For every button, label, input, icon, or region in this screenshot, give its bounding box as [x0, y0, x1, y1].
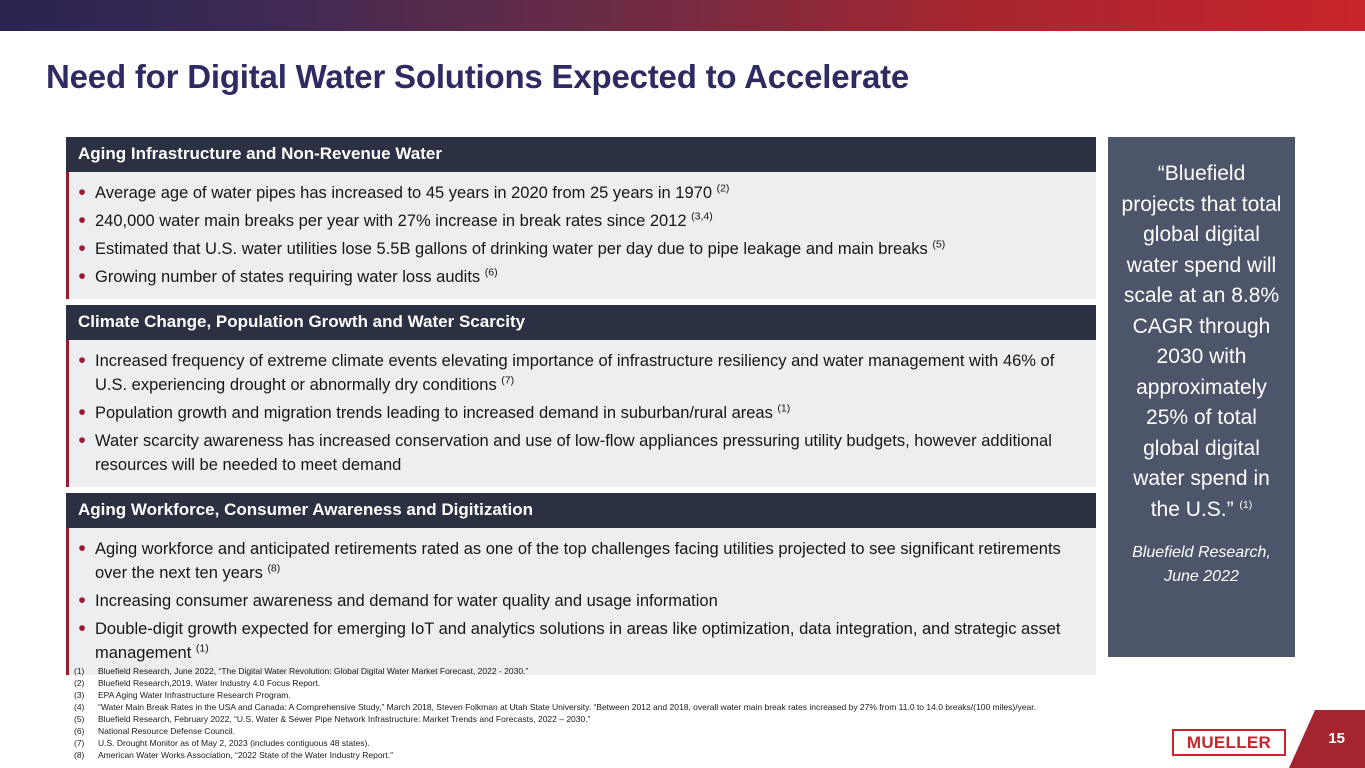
- panel-header: Aging Infrastructure and Non-Revenue Water: [66, 137, 1096, 172]
- footnote-text: Bluefield Research, June 2022, “The Digital Water Revolution: Global Digital Water Market Forecast, 2022 - 2030.”: [98, 666, 529, 676]
- footnote-row: [74, 749, 1274, 761]
- footnote-text: U.S. Drought Monitor as of May 2, 2023 (includes contiguous 48 states).: [98, 738, 370, 748]
- page-number: 15: [1328, 730, 1345, 747]
- list-item-text: [95, 349, 1086, 397]
- list-item-text: [95, 429, 1086, 477]
- footnote-ref: (2): [716, 182, 730, 195]
- panel-body: [66, 528, 1096, 675]
- footnotes: [74, 665, 1274, 761]
- list-item-label: Growing number of states requiring water loss audits: [95, 268, 485, 286]
- list-item-label: Increasing consumer awareness and demand for water quality and usage information: [95, 592, 718, 610]
- panel-header: Aging Workforce, Consumer Awareness and Digitization: [66, 493, 1096, 528]
- list-item: [69, 429, 1086, 477]
- footnote-row: [74, 713, 1274, 725]
- quote-attribution: Bluefield Research, June 2022: [1132, 544, 1271, 585]
- footnote-number: (8): [74, 750, 85, 760]
- panel-aging-infrastructure: [66, 137, 1096, 299]
- footnote-ref: (5): [932, 238, 946, 251]
- panel-body: [66, 172, 1096, 299]
- footnote-text: American Water Works Association, “2022 State of the Water Industry Report.”: [98, 750, 393, 760]
- footnote-text: Bluefield Research,2019, Water Industry 4.0 Focus Report.: [98, 678, 321, 688]
- list-item: [69, 237, 1086, 261]
- footnote-text: National Resource Defense Council.: [98, 726, 236, 736]
- list-item-text: [95, 237, 1086, 261]
- bullet-dot-icon: •: [78, 237, 86, 260]
- list-item: [69, 537, 1086, 585]
- quote-text: [1120, 159, 1283, 525]
- list-item-text: [95, 401, 1086, 425]
- footnote-number: (4): [74, 702, 85, 712]
- list-item-text: [95, 181, 1086, 205]
- list-item-text: [95, 589, 1086, 613]
- list-item-text: [95, 265, 1086, 289]
- footnote-row: [74, 665, 1274, 677]
- footnote-ref: (8): [267, 562, 281, 575]
- footnote-ref: (6): [484, 266, 498, 279]
- bullet-dot-icon: •: [78, 429, 86, 452]
- list-item-label: Average age of water pipes has increased to 45 years in 2020 from 25 years in 1970: [95, 184, 717, 202]
- list-item: [69, 401, 1086, 425]
- bullet-dot-icon: •: [78, 265, 86, 288]
- list-item: [69, 349, 1086, 397]
- footnote-number: (7): [74, 738, 85, 748]
- footnote-number: (5): [74, 714, 85, 724]
- footnote-text: Bluefield Research, February 2022, “U.S. Water & Sewer Pipe Network Infrastructure: Market Trends and Forecasts, 2022 – 2030.”: [98, 714, 591, 724]
- bullet-dot-icon: •: [78, 617, 86, 640]
- list-item: [69, 589, 1086, 613]
- list-item-label: Water scarcity awareness has increased conservation and use of low-flow appliances pressuring utility budgets, however additional resources will be needed to meet demand: [95, 432, 1052, 474]
- footnote-row: [74, 677, 1274, 689]
- list-item-label: Population growth and migration trends leading to increased demand in suburban/rural areas: [95, 404, 778, 422]
- footnote-row: [74, 737, 1274, 749]
- bullet-dot-icon: •: [78, 589, 86, 612]
- footnote-ref: (1): [1239, 498, 1253, 511]
- panel-header: Climate Change, Population Growth and Water Scarcity: [66, 305, 1096, 340]
- footnote-text: EPA Aging Water Infrastructure Research Program.: [98, 690, 291, 700]
- footnote-row: [74, 725, 1274, 737]
- bullet-dot-icon: •: [78, 209, 86, 232]
- corner-decoration: [1289, 710, 1365, 768]
- mueller-logo-text: MUELLER: [1186, 732, 1272, 752]
- list-item-text: [95, 209, 1086, 233]
- footnote-number: (3): [74, 690, 85, 700]
- list-item: [69, 209, 1086, 233]
- footnote-row: [74, 689, 1274, 701]
- footnote-ref: (1): [195, 642, 209, 655]
- panels-container: [66, 137, 1096, 681]
- footnote-ref: (7): [501, 374, 515, 387]
- list-item: [69, 181, 1086, 205]
- page-title: Need for Digital Water Solutions Expected to Accelerate: [46, 58, 910, 95]
- list-item-label: Double-digit growth expected for emerging IoT and analytics solutions in areas like optimization, data integration, and strategic asset management: [95, 620, 1061, 662]
- list-item-label: Estimated that U.S. water utilities lose 5.5B gallons of drinking water per day due to pipe leakage and main breaks: [95, 240, 933, 258]
- quote-callout: [1108, 137, 1295, 657]
- mueller-logo: [1172, 729, 1286, 756]
- quote-body: “Bluefield projects that total global digital water spend will scale at an 8.8% CAGR through 2030 with approximately 25% of total global digital water spend in the U.S.”: [1121, 162, 1282, 521]
- bullet-dot-icon: •: [78, 181, 86, 204]
- list-item-text: [95, 617, 1086, 665]
- panel-body: [66, 340, 1096, 487]
- list-item-label: 240,000 water main breaks per year with 27% increase in break rates since 2012: [95, 212, 692, 230]
- list-item-text: [95, 537, 1086, 585]
- footnote-ref: (1): [777, 402, 791, 415]
- panel-climate-change: [66, 305, 1096, 487]
- footnote-ref: (3,4): [691, 210, 713, 223]
- footnote-row: [74, 701, 1274, 713]
- footnote-number: (1): [74, 666, 85, 676]
- bullet-dot-icon: •: [78, 349, 86, 372]
- list-item: [69, 617, 1086, 665]
- footnote-number: (6): [74, 726, 85, 736]
- list-item-label: Increased frequency of extreme climate events elevating importance of infrastructure resiliency and water management with 46% of U.S. experiencing drought or abnormally dry conditions: [95, 352, 1055, 394]
- footnote-text: “Water Main Break Rates in the USA and Canada: A Comprehensive Study,” March 2018, Steven Folkman at Utah State University. “Between 2012 and 2018, overall water main break rates increased by 27% from 11.0 to 14.0 breaks/(100 miles)/year.: [98, 702, 1036, 712]
- bullet-dot-icon: •: [78, 537, 86, 560]
- bullet-dot-icon: •: [78, 401, 86, 424]
- list-item-label: Aging workforce and anticipated retirements rated as one of the top challenges facing utilities projected to see significant retirements over the next ten years: [95, 540, 1061, 582]
- decorative-top-bar: [0, 0, 1365, 31]
- footnote-number: (2): [74, 678, 85, 688]
- list-item: [69, 265, 1086, 289]
- panel-aging-workforce: [66, 493, 1096, 675]
